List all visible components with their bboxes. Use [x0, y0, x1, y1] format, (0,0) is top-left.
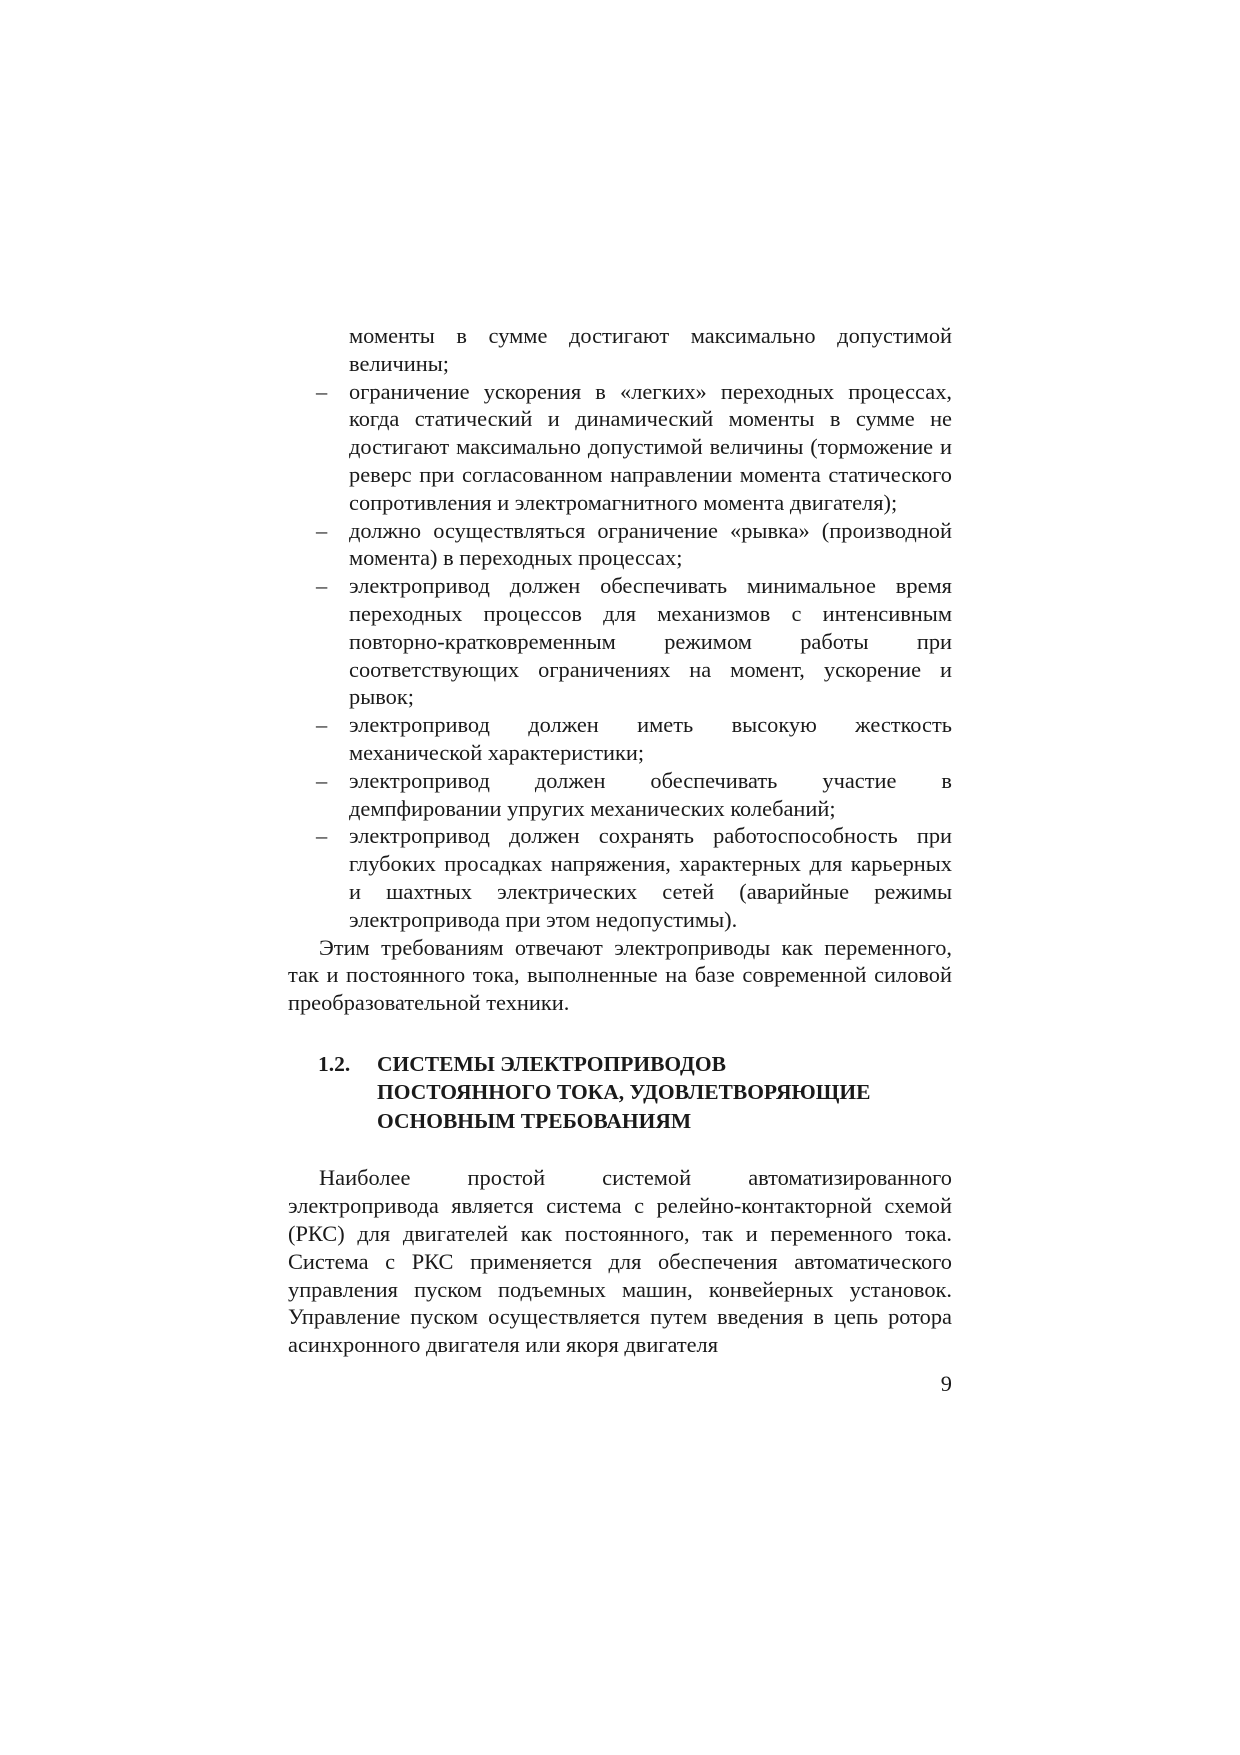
list-item — [288, 378, 952, 517]
list-item-text: электропривод должен сохранять работоспособность при глубоких просадках напряжения, характерных для карьерных и шахтных электрических сетей (аварийные режимы электропривода при этом недопустимы). — [349, 823, 952, 932]
section-title-line: СИСТЕМЫ ЭЛЕКТРОПРИВОДОВ — [377, 1051, 726, 1076]
page-number: 9 — [940, 1371, 952, 1396]
bullet-dash: – — [316, 712, 328, 738]
list-item — [288, 767, 952, 823]
list-item — [288, 822, 952, 933]
list-item-text: ограничение ускорения в «легких» переходных процессах, когда статический и динамический моменты в сумме не достигают максимально допустимой величины (торможение и реверс при согласованном направлении момента статического сопротивления и электромагнитного момента двигателя); — [349, 378, 952, 515]
list-item-text: электропривод должен обеспечивать участие в демпфировании упругих механических колебаний; — [349, 767, 952, 821]
section-title-line: ПОСТОЯННОГО ТОКА, УДОВЛЕТВОРЯЮЩИЕ — [377, 1080, 871, 1105]
bullet-dash: – — [316, 517, 328, 543]
list-item — [288, 572, 952, 711]
list-item — [288, 517, 952, 573]
bullet-dash: – — [316, 823, 328, 849]
page-body — [288, 322, 952, 1359]
section-number: 1.2. — [318, 1051, 351, 1076]
paragraph-rks-system: Наиболее простой системой автоматизированного электропривода является система с релейно-контакторной схемой (РКС) для двигателей как постоянного, так и переменного тока. Система с РКС применяется для обеспечения автоматического управления пуском подъемных машин, конвейерных установок. Управление пуском осуществляется путем введения в цепь ротора асинхронного двигателя или якоря двигателя — [288, 1165, 952, 1358]
continuation-text: моменты в сумме достигают максимально допустимой величины; — [349, 323, 952, 376]
list-item-text: электропривод должен обеспечивать минимальное время переходных процессов для механизмов с интенсивным повторно-кратковременным режимом работы при соответствующих ограничениях на момент, ускорение и рывок; — [349, 573, 952, 710]
section-heading — [288, 1050, 952, 1136]
list-item-text: электропривод должен иметь высокую жесткость механической характеристики; — [349, 712, 952, 765]
bullet-dash: – — [316, 767, 328, 793]
bullet-dash: – — [316, 573, 328, 599]
paragraph-requirements-summary: Этим требованиям отвечают электроприводы как переменного, так и постоянного тока, выполненные на базе современной силовой преобразовательной техники. — [288, 934, 952, 1016]
section-title-line: ОСНОВНЫМ ТРЕБОВАНИЯМ — [377, 1108, 692, 1133]
bullet-dash: – — [316, 378, 328, 404]
list-item — [288, 711, 952, 767]
requirements-list — [288, 378, 952, 934]
list-item-text: должно осуществляться ограничение «рывка» (производной момента) в переходных процессах; — [349, 517, 952, 571]
